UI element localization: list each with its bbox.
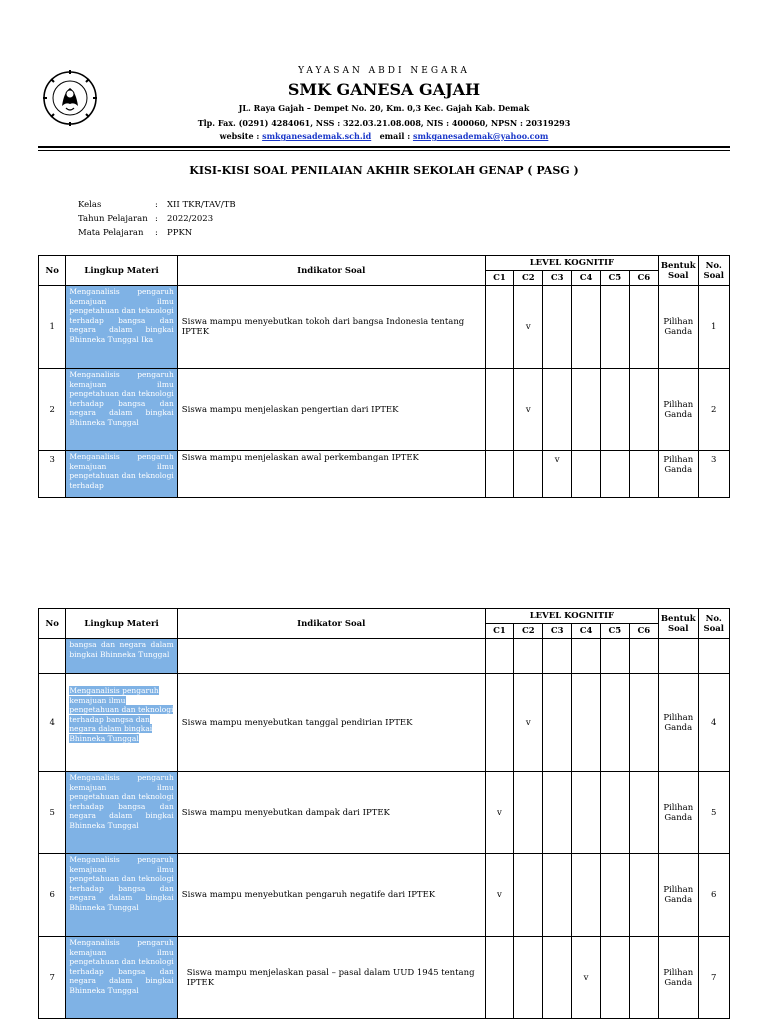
- row-c4: [571, 639, 600, 674]
- row-c3: [543, 639, 571, 674]
- col-lingkup: Lingkup Materi: [66, 609, 177, 639]
- col-nosoal: No. Soal: [698, 609, 729, 639]
- row-lingkup: Menganalisis pengaruh kemajuan ilmu pengetahuan dan teknologi terhadap bangsa dan negara dalam bingkai Bhinneka Tunggal: [66, 854, 177, 937]
- row-c5: [601, 937, 629, 1019]
- row-c4: [571, 854, 600, 937]
- col-c2: C2: [514, 271, 543, 286]
- row-c1: [485, 639, 513, 674]
- row-lingkup: Menganalisis pengaruh kemajuan ilmu pengetahuan dan teknologi terhadap: [66, 451, 177, 498]
- col-no: No: [39, 609, 66, 639]
- row-nosoal: [698, 639, 729, 674]
- website-link[interactable]: smkganesademak.sch.id: [262, 131, 372, 141]
- row-c4: [571, 674, 600, 772]
- row-c3: [543, 772, 571, 854]
- table-row: [39, 937, 730, 1019]
- row-c5: [601, 451, 629, 498]
- row-no: 4: [39, 674, 66, 772]
- kisi-table-page2: [38, 608, 730, 1019]
- row-indikator: Siswa mampu menjelaskan awal perkembangan IPTEK: [177, 451, 485, 498]
- meta-mapel: Mata Pelajaran : PPKN: [78, 228, 193, 238]
- row-nosoal: 2: [698, 369, 729, 451]
- row-c2: v: [514, 286, 543, 369]
- col-c3: C3: [543, 624, 571, 639]
- row-c6: [629, 451, 658, 498]
- row-no: 7: [39, 937, 66, 1019]
- row-c4: [571, 369, 600, 451]
- row-c2: v: [514, 674, 543, 772]
- row-c3: [543, 854, 571, 937]
- table-row: [39, 451, 730, 498]
- col-c5: C5: [601, 271, 629, 286]
- row-indikator: Siswa mampu menyebutkan pengaruh negatife dari IPTEK: [177, 854, 485, 937]
- row-c2: [514, 854, 543, 937]
- row-c6: [629, 639, 658, 674]
- school-address: JL. Raya Gajah – Dempet No. 20, Km. 0,3 Kec. Gajah Kab. Demak: [238, 103, 530, 113]
- col-level: LEVEL KOGNITIF: [485, 609, 658, 624]
- row-lingkup: Menganalisis pengaruh kemajuan ilmu pengetahuan dan teknologi terhadap bangsa dan negara dalam bingkai Bhinneka Tunggal Ika: [66, 286, 177, 369]
- row-indikator: Siswa mampu menjelaskan pengertian dari IPTEK: [177, 369, 485, 451]
- table-row: [39, 369, 730, 451]
- col-indikator: Indikator Soal: [177, 256, 485, 286]
- row-lingkup: Menganalisis pengaruh kemajuan ilmu pengetahuan dan teknologi terhadap bangsa dan negara dalam bingkai Bhinneka Tunggal: [66, 772, 177, 854]
- row-lingkup: Menganalisis pengaruh kemajuan ilmu pengetahuan dan teknologi terhadap bangsa dan negara dalam bingkai Bhinneka Tunggal: [66, 674, 177, 772]
- row-c2: v: [514, 369, 543, 451]
- col-bentuk: Bentuk Soal: [659, 256, 699, 286]
- row-c1: [485, 286, 513, 369]
- col-no: No: [39, 256, 66, 286]
- header-rule-thick: [38, 146, 730, 148]
- row-bentuk: Pilihan Ganda: [659, 937, 699, 1019]
- row-indikator: [177, 639, 485, 674]
- row-bentuk: [659, 639, 699, 674]
- row-nosoal: 1: [698, 286, 729, 369]
- row-c5: [601, 369, 629, 451]
- col-c1: C1: [485, 624, 513, 639]
- meta-kelas: Kelas : XII TKR/TAV/TB: [78, 200, 236, 210]
- col-nosoal: No. Soal: [698, 256, 729, 286]
- row-bentuk: Pilihan Ganda: [659, 674, 699, 772]
- row-c6: [629, 937, 658, 1019]
- row-c5: [601, 674, 629, 772]
- row-c3: [543, 286, 571, 369]
- col-c1: C1: [485, 271, 513, 286]
- row-bentuk: Pilihan Ganda: [659, 451, 699, 498]
- row-c6: [629, 286, 658, 369]
- table-row: [39, 854, 730, 937]
- row-no: 6: [39, 854, 66, 937]
- row-c5: [601, 854, 629, 937]
- row-no: 5: [39, 772, 66, 854]
- col-lingkup: Lingkup Materi: [66, 256, 177, 286]
- row-c6: [629, 369, 658, 451]
- website-label: website :: [219, 131, 260, 141]
- row-indikator: Siswa mampu menjelaskan pasal – pasal dalam UUD 1945 tentang IPTEK: [177, 937, 485, 1019]
- row-nosoal: 7: [698, 937, 729, 1019]
- row-c5: [601, 772, 629, 854]
- row-c1: [485, 674, 513, 772]
- row-c3: [543, 369, 571, 451]
- row-nosoal: 6: [698, 854, 729, 937]
- kisi-table-page1: [38, 255, 730, 498]
- col-c3: C3: [543, 271, 571, 286]
- row-c3: [543, 937, 571, 1019]
- foundation-name: YAYASAN ABDI NEGARA: [298, 66, 470, 76]
- row-c1: [485, 937, 513, 1019]
- email-label: email :: [379, 131, 411, 141]
- row-lingkup: Menganalisis pengaruh kemajuan ilmu pengetahuan dan teknologi terhadap bangsa dan negara dalam bingkai Bhinneka Tunggal: [66, 937, 177, 1019]
- row-no: 3: [39, 451, 66, 498]
- row-lingkup: Menganalisis pengaruh kemajuan ilmu pengetahuan dan teknologi terhadap bangsa dan negara dalam bingkai Bhinneka Tunggal: [66, 369, 177, 451]
- row-c6: [629, 674, 658, 772]
- col-c2: C2: [514, 624, 543, 639]
- col-c4: C4: [571, 624, 600, 639]
- row-c4: [571, 286, 600, 369]
- row-indikator: Siswa mampu menyebutkan tanggal pendirian IPTEK: [177, 674, 485, 772]
- row-c2: [514, 451, 543, 498]
- table-row: [39, 286, 730, 369]
- row-c6: [629, 772, 658, 854]
- row-lingkup: bangsa dan negara dalam bingkai Bhinneka Tunggal: [66, 639, 177, 674]
- row-c1: v: [485, 854, 513, 937]
- row-c4: v: [571, 937, 600, 1019]
- row-c2: [514, 937, 543, 1019]
- web-line: [0, 131, 768, 141]
- col-level: LEVEL KOGNITIF: [485, 256, 658, 271]
- row-c1: [485, 451, 513, 498]
- row-c2: [514, 772, 543, 854]
- row-c2: [514, 639, 543, 674]
- col-c5: C5: [601, 624, 629, 639]
- meta-tahun: Tahun Pelajaran : 2022/2023: [78, 214, 214, 224]
- school-contact: Tlp. Fax. (0291) 4284061, NSS : 322.03.21.08.008, NIS : 400060, NPSN : 20319293: [197, 118, 571, 128]
- row-c1: v: [485, 772, 513, 854]
- col-indikator: Indikator Soal: [177, 609, 485, 639]
- table-row: [39, 674, 730, 772]
- table-row: [39, 772, 730, 854]
- row-c5: [601, 286, 629, 369]
- col-bentuk: Bentuk Soal: [659, 609, 699, 639]
- row-no: [39, 639, 66, 674]
- row-c3: [543, 674, 571, 772]
- table-row: [39, 639, 730, 674]
- email-link[interactable]: smkganesademak@yahoo.com: [412, 131, 549, 141]
- row-nosoal: 3: [698, 451, 729, 498]
- school-name: SMK GANESA GAJAH: [287, 80, 481, 99]
- row-bentuk: Pilihan Ganda: [659, 772, 699, 854]
- row-c6: [629, 854, 658, 937]
- row-nosoal: 5: [698, 772, 729, 854]
- col-c4: C4: [571, 271, 600, 286]
- row-bentuk: Pilihan Ganda: [659, 286, 699, 369]
- row-c4: [571, 772, 600, 854]
- row-no: 1: [39, 286, 66, 369]
- header-rule-thin: [38, 150, 730, 151]
- col-c6: C6: [629, 624, 658, 639]
- row-bentuk: Pilihan Ganda: [659, 369, 699, 451]
- row-c1: [485, 369, 513, 451]
- row-indikator: Siswa mampu menyebutkan dampak dari IPTEK: [177, 772, 485, 854]
- row-c3: v: [543, 451, 571, 498]
- row-nosoal: 4: [698, 674, 729, 772]
- row-indikator: Siswa mampu menyebutkan tokoh dari bangsa Indonesia tentang IPTEK: [177, 286, 485, 369]
- row-bentuk: Pilihan Ganda: [659, 854, 699, 937]
- row-c5: [601, 639, 629, 674]
- row-no: 2: [39, 369, 66, 451]
- document-title: KISI-KISI SOAL PENILAIAN AKHIR SEKOLAH GENAP ( PASG ): [189, 164, 579, 177]
- row-c4: [571, 451, 600, 498]
- col-c6: C6: [629, 271, 658, 286]
